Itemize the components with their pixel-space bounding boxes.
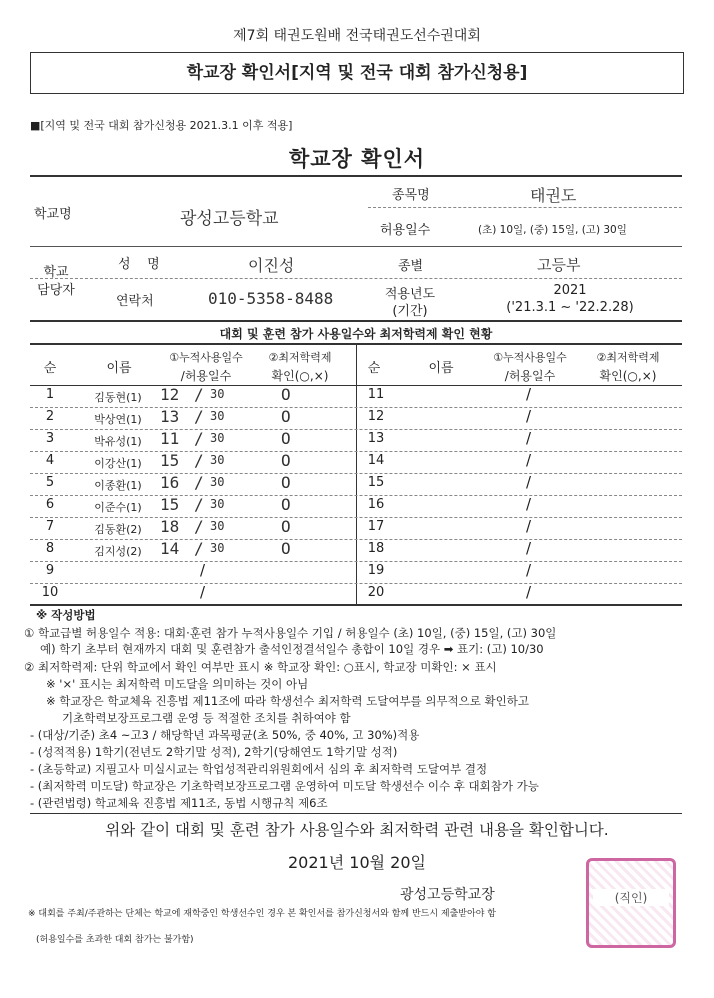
- row-slash: /: [194, 517, 204, 536]
- row-allowed: 30: [210, 453, 225, 467]
- row-no-right: 13: [367, 431, 385, 446]
- header-used-2-right: /허용일수: [504, 369, 556, 383]
- row-slash: /: [194, 429, 204, 448]
- row-check: O: [281, 473, 291, 492]
- school-seal: [586, 858, 676, 948]
- school-name: 광성고등학교: [180, 209, 279, 229]
- row-no-right: 17: [367, 519, 385, 534]
- row-slash-right: /: [526, 517, 532, 535]
- header-name: 이름: [106, 361, 132, 376]
- event-title: 제7회 태권도원배 전국태권도선수권대회: [233, 28, 481, 44]
- confirm-statement: 위와 같이 대회 및 훈련 참가 사용일수와 최저학력 관련 내용을 확인합니다.: [105, 821, 609, 839]
- year-value-2: ('21.3.1 ~ '22.2.28): [506, 300, 634, 315]
- year-value-1: 2021: [553, 283, 587, 298]
- form-title: 학교장 확인서: [288, 147, 426, 171]
- instruction-line: ② 최저학력제: 단위 학교에서 확인 여부만 표시 ※ 학교장 확인: ○표시, 학교장 미확인: × 표시: [24, 660, 497, 674]
- instruction-line: ① 학교급별 허용일수 적용: 대회·훈련 참가 누적사용일수 기입 / 허용일수 (초) 10일, (중) 15일, (고) 30일: [24, 626, 557, 640]
- row-no-right: 12: [367, 409, 385, 424]
- row-used: 12: [160, 385, 180, 404]
- row-no: 8: [45, 541, 55, 556]
- name-label: 성 명: [118, 257, 160, 272]
- row-slash: /: [194, 407, 204, 426]
- row-used: 11: [160, 429, 180, 448]
- row-no-right: 11: [367, 387, 385, 402]
- row-slash: /: [194, 473, 204, 492]
- notice-text: ■[지역 및 전국 대회 참가신청용 2021.3.1 이후 적용]: [30, 119, 293, 132]
- row-no: 5: [45, 475, 55, 490]
- contact-label-2: 담당자: [37, 283, 75, 298]
- row-no-right: 16: [367, 497, 385, 512]
- row-check: O: [281, 407, 291, 426]
- row-used: 14: [160, 539, 180, 558]
- row-allowed: 30: [210, 409, 225, 423]
- row-name: 박유성(1): [94, 435, 142, 448]
- school-label: 학교명: [34, 207, 72, 222]
- row-slash-right: /: [526, 495, 532, 513]
- row-no-right: 18: [367, 541, 385, 556]
- row-no-right: 19: [367, 563, 385, 578]
- header-used-1: ①누적사용일수: [169, 351, 243, 364]
- row-used: 13: [160, 407, 180, 426]
- row-allowed: 30: [210, 387, 225, 401]
- header-no-right: 순: [367, 361, 381, 376]
- header-no: 순: [43, 361, 57, 376]
- row-no: 6: [45, 497, 55, 512]
- row-no: 3: [45, 431, 55, 446]
- row-no: 10: [41, 585, 59, 600]
- contact-label-1: 학교: [43, 265, 69, 280]
- row-slash-right: /: [526, 407, 532, 425]
- principal-name: 광성고등학교장: [400, 887, 495, 903]
- instruction-line: 예) 학기 초부터 현재까지 대회 및 훈련참가 출석인정결석일수 총합이 10일 경우 ➡ 표기: (고) 10/30: [40, 642, 544, 656]
- name-value: 이진성: [248, 256, 295, 275]
- row-slash: /: [194, 495, 204, 514]
- header-grade-1-right: ②최저학력제: [596, 351, 660, 364]
- row-slash-right: /: [526, 429, 532, 447]
- row-slash-right: /: [526, 539, 532, 557]
- row-allowed: 30: [210, 541, 225, 555]
- row-allowed: 30: [210, 497, 225, 511]
- row-no: 9: [45, 563, 55, 578]
- row-check: O: [281, 385, 291, 404]
- row-name: 이강산(1): [94, 457, 142, 470]
- instruction-line: ※ '×' 표시는 최저학력 미도달을 의미하는 것이 아님: [46, 677, 309, 691]
- doc-title: 학교장 확인서[지역 및 전국 대회 참가신청용]: [186, 63, 528, 83]
- allowed-days-value: (초) 10일, (중) 15일, (고) 30일: [478, 224, 627, 236]
- row-name: 김동환(2): [94, 523, 142, 536]
- row-no: 2: [45, 409, 55, 424]
- header-grade-2-right: 확인(○,×): [599, 369, 657, 383]
- instruction-line: - (관련법령) 학교체육 진흥법 제11조, 동법 시행규칙 제6조: [30, 796, 328, 810]
- instruction-line: - (대상/기준) 초4 ~고3 / 해당학년 과목평균(초 50%, 중 40%, 고 30%)적용: [30, 728, 420, 742]
- header-grade-2: 확인(○,×): [271, 369, 329, 383]
- header-grade-1: ②최저학력제: [268, 351, 332, 364]
- row-name: 이종환(1): [94, 479, 142, 492]
- instruction-line: ※ 학교장은 학교체육 진흥법 제11조에 따라 학생선수 최저학력 도달여부를 의무적으로 확인하고: [46, 694, 529, 708]
- footnote-2: (허용일수를 초과한 대회 참가는 불가함): [36, 935, 194, 945]
- row-check: O: [281, 429, 291, 448]
- year-label-1: 적용년도: [384, 287, 436, 302]
- allowed-days-label: 허용일수: [380, 223, 431, 238]
- row-name: 박상연(1): [94, 413, 142, 426]
- row-slash-right: /: [526, 451, 532, 469]
- row-no-right: 14: [367, 453, 385, 468]
- instructions-title: ※ 작성방법: [36, 608, 96, 622]
- confirm-date: 2021년 10월 20일: [288, 853, 426, 872]
- row-used: 18: [160, 517, 180, 536]
- row-slash: /: [194, 539, 204, 558]
- header-used-2: /허용일수: [180, 369, 232, 383]
- instruction-line: - (최저학력 미도달) 학교장은 기초학력보장프로그램 운영하여 미도달 학생선수 이수 후 대회참가 가능: [30, 779, 539, 793]
- division-value: 고등부: [537, 256, 581, 274]
- row-check: O: [281, 517, 291, 536]
- row-check: O: [281, 539, 291, 558]
- row-allowed: 30: [210, 475, 225, 489]
- row-used: 15: [160, 451, 180, 470]
- row-no: 7: [45, 519, 55, 534]
- phone-label: 연락처: [116, 294, 154, 309]
- row-allowed: 30: [210, 519, 225, 533]
- row-slash-right: /: [526, 561, 532, 579]
- row-slash: /: [200, 561, 206, 579]
- row-no-right: 15: [367, 475, 385, 490]
- instruction-line: 기초학력보장프로그램 운영 등 적절한 조치를 취하여야 함: [62, 711, 351, 725]
- row-check: O: [281, 495, 291, 514]
- row-slash-right: /: [526, 583, 532, 601]
- phone-value: 010-5358-8488: [208, 289, 334, 308]
- row-slash: /: [194, 451, 204, 470]
- row-name: 김지성(2): [94, 545, 142, 558]
- row-no-right: 20: [367, 585, 385, 600]
- sport-value: 태권도: [530, 186, 577, 205]
- row-slash-right: /: [526, 385, 532, 403]
- row-name: 김동현(1): [94, 391, 142, 404]
- seal-label: (직인): [593, 889, 669, 906]
- row-check: O: [281, 451, 291, 470]
- row-allowed: 30: [210, 431, 225, 445]
- row-slash-right: /: [526, 473, 532, 491]
- instruction-line: - (초등학교) 지필고사 미실시교는 학업성적관리위원회에서 심의 후 최저학력 도달여부 결정: [30, 762, 488, 776]
- row-used: 15: [160, 495, 180, 514]
- row-no: 1: [45, 387, 55, 402]
- row-name: 이준수(1): [94, 501, 142, 514]
- row-slash: /: [200, 583, 206, 601]
- header-used-1-right: ①누적사용일수: [493, 351, 567, 364]
- doc-title-box: [30, 52, 684, 94]
- sport-label: 종목명: [392, 188, 430, 203]
- footnote-1: ※ 대회를 주최/주관하는 단체는 학교에 재학중인 학생선수인 경우 본 확인서를 참가신청서와 함께 반드시 제출받아야 함: [28, 909, 496, 919]
- row-used: 16: [160, 473, 180, 492]
- year-label-2: (기간): [392, 304, 428, 319]
- header-name-right: 이름: [428, 361, 454, 376]
- status-table-title: 대회 및 훈련 참가 사용일수와 최저학력제 확인 현황: [219, 327, 493, 341]
- row-no: 4: [45, 453, 55, 468]
- instruction-line: - (성적적용) 1학기(전년도 2학기말 성적), 2학기(당해연도 1학기말 성적): [30, 745, 398, 759]
- row-slash: /: [194, 385, 204, 404]
- division-label: 종별: [398, 259, 424, 274]
